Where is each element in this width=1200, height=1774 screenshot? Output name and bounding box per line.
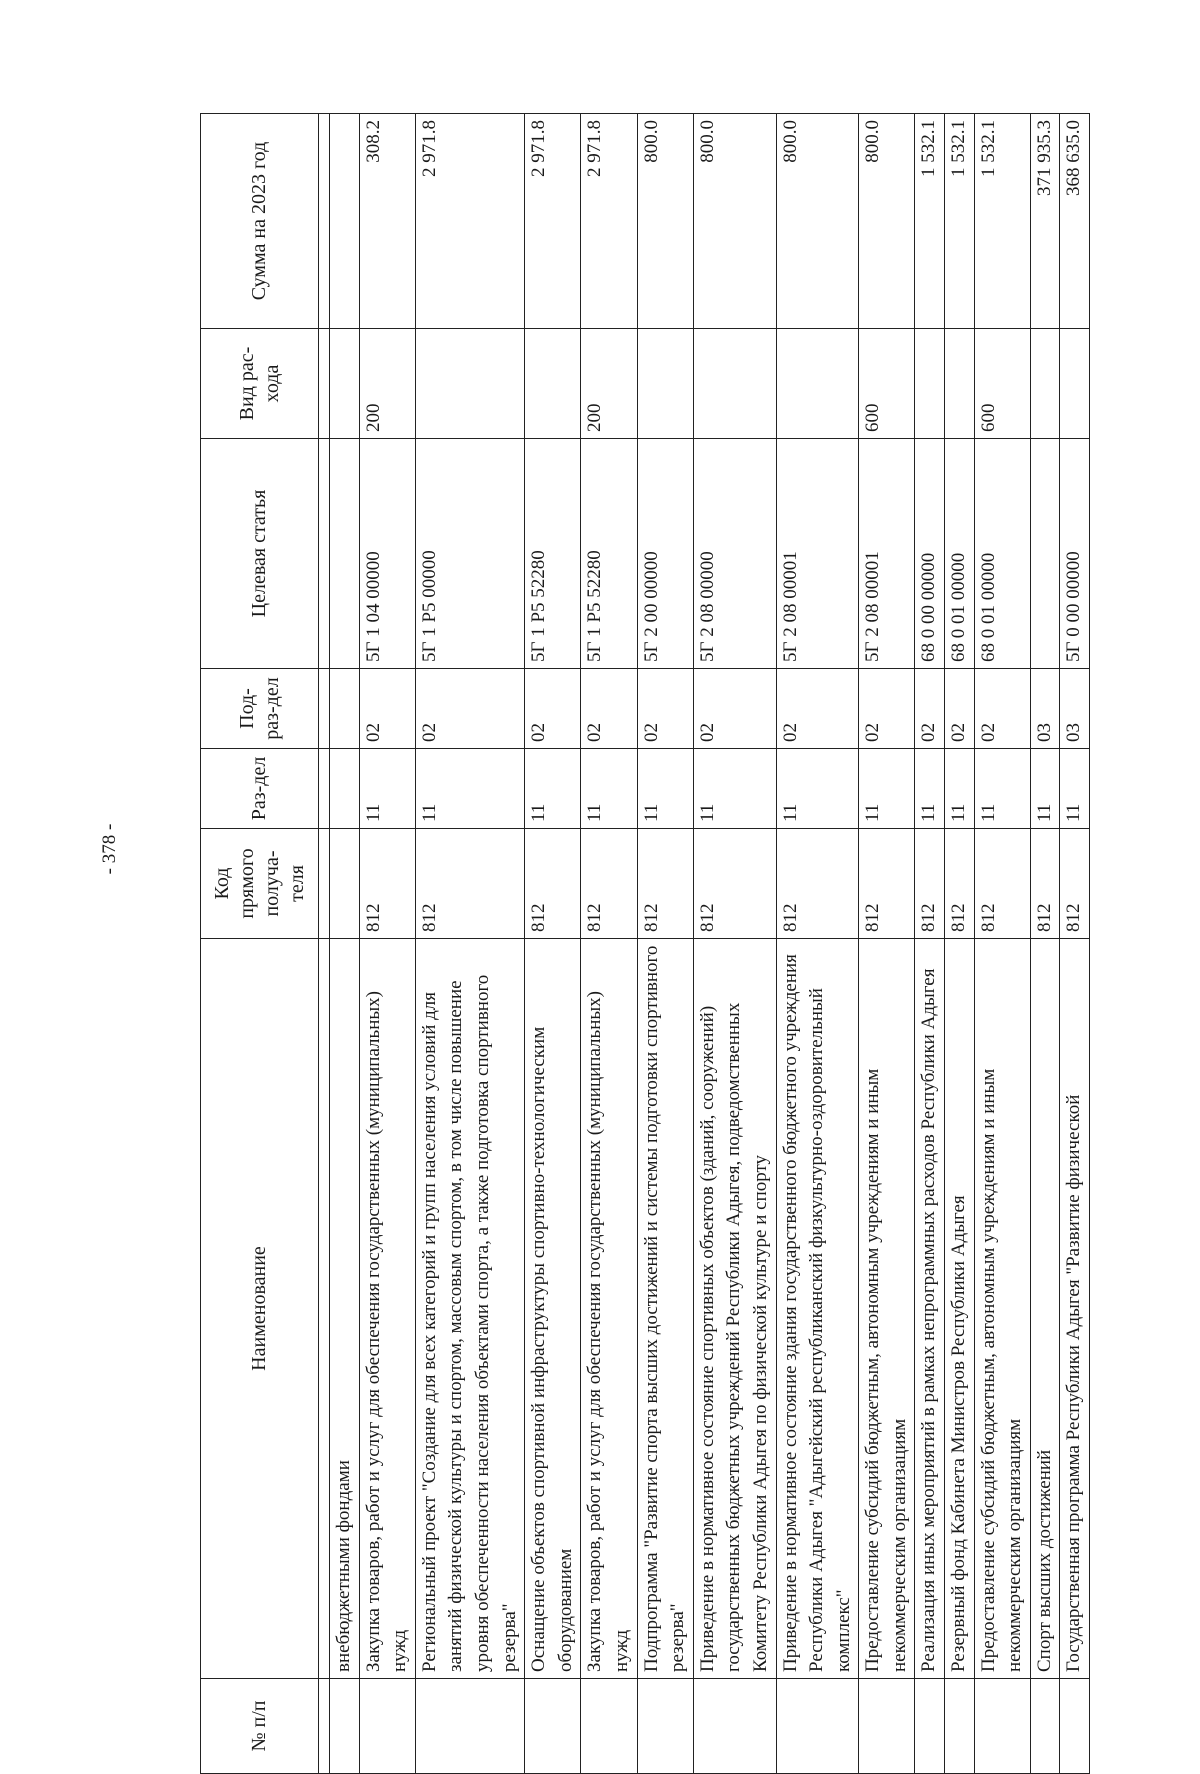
cell-subsection: 02 (974, 669, 1030, 749)
cell-section: 11 (974, 749, 1030, 829)
cell-section: 11 (525, 749, 581, 829)
cell-target: 5Г 2 00 00000 (637, 439, 693, 669)
cell-type (415, 329, 524, 439)
cell-name: Спорт высших достижений (1030, 939, 1060, 1679)
cell-target: 68 0 01 00000 (945, 439, 975, 669)
cell-code: 812 (525, 829, 581, 939)
cell-section: 11 (945, 749, 975, 829)
cell-code: 812 (637, 829, 693, 939)
cell-subsection (330, 669, 360, 749)
cell-code: 812 (415, 829, 524, 939)
cell-name: Реализация иных мероприятий в рамках непрограммных расходов Республики Адыгея (915, 939, 945, 1679)
cell-code: 812 (1030, 829, 1060, 939)
cell-num (693, 1679, 776, 1774)
cell-name: Резервный фонд Кабинета Министров Республики Адыгея (945, 939, 975, 1679)
cell-code: 812 (859, 829, 915, 939)
cell-target: 5Г 2 08 00000 (693, 439, 776, 669)
cell-name: Закупка товаров, работ и услуг для обеспечения государственных (муниципальных) нужд (359, 939, 415, 1679)
cell-code: 812 (776, 829, 859, 939)
table-row (330, 114, 360, 1774)
cell-num (359, 1679, 415, 1774)
table-row (945, 114, 975, 1774)
cell-sum: 800.0 (776, 114, 859, 329)
cell-name: Предоставление субсидий бюджетным, автономным учреждениям и иным некоммерческим организациям (859, 939, 915, 1679)
cell-type (776, 329, 859, 439)
cell-target: 68 0 01 00000 (974, 439, 1030, 669)
cell-type (637, 329, 693, 439)
cell-num (415, 1679, 524, 1774)
cell-section: 11 (1060, 749, 1090, 829)
cell-target: 5Г 2 08 00001 (776, 439, 859, 669)
header-code: Код прямого получа-теля (201, 829, 319, 939)
header-subsection: Под-раз-дел (201, 669, 319, 749)
cell-type (1030, 329, 1060, 439)
cell-sum: 2 971.8 (415, 114, 524, 329)
cell-num (1060, 1679, 1090, 1774)
cell-subsection: 02 (693, 669, 776, 749)
cell-num (859, 1679, 915, 1774)
table-row (525, 114, 581, 1774)
table-row (359, 114, 415, 1774)
cell-sum: 1 532.1 (974, 114, 1030, 329)
cell-name: Оснащение объектов спортивной инфраструктуры спортивно-технологическим оборудованием (525, 939, 581, 1679)
cell-target (1030, 439, 1060, 669)
cell-num (1030, 1679, 1060, 1774)
cell-name: Государственная программа Республики Адыгея "Развитие физической (1060, 939, 1090, 1679)
cell-name: Региональный проект "Создание для всех категорий и групп населения условий для занятий физической культуры и спортом, массовым спортом, в том числе повышение уровня обеспеченности населения объектами спорта, а также подготовка спортивного резерва" (415, 939, 524, 1679)
cell-num (330, 1679, 360, 1774)
cell-type (330, 329, 360, 439)
cell-type (945, 329, 975, 439)
cell-section: 11 (776, 749, 859, 829)
cell-code: 812 (359, 829, 415, 939)
cell-section: 11 (581, 749, 637, 829)
cell-type (915, 329, 945, 439)
cell-sum: 2 971.8 (581, 114, 637, 329)
cell-name: Приведение в нормативное состояние здания государственного бюджетного учреждения Республики Адыгея "Адыгейский республиканский физкультурно-оздоровительный комплекс" (776, 939, 859, 1679)
cell-type: 200 (581, 329, 637, 439)
table-row (859, 114, 915, 1774)
cell-code (330, 829, 360, 939)
cell-type: 200 (359, 329, 415, 439)
cell-sum: 1 532.1 (915, 114, 945, 329)
header-type: Вид рас-хода (201, 329, 319, 439)
cell-sum: 368 635.0 (1060, 114, 1090, 329)
cell-name: Приведение в нормативное состояние спортивных объектов (зданий, сооружений) государственных бюджетных учреждений Республики Адыгея, подведомственных Комитету Республики Адыгея по физической культуре и спорту (693, 939, 776, 1679)
cell-type: 600 (859, 329, 915, 439)
cell-type (525, 329, 581, 439)
header-sum: Сумма на 2023 год (201, 114, 319, 329)
cell-sum: 800.0 (637, 114, 693, 329)
cell-type: 600 (974, 329, 1030, 439)
cell-num (974, 1679, 1030, 1774)
cell-code: 812 (581, 829, 637, 939)
cell-name: Закупка товаров, работ и услуг для обеспечения государственных (муниципальных) нужд (581, 939, 637, 1679)
cell-sum: 371 935.3 (1030, 114, 1060, 329)
cell-section: 11 (359, 749, 415, 829)
cell-subsection: 02 (945, 669, 975, 749)
header-target: Целевая статья (201, 439, 319, 669)
cell-target: 5Г 0 00 00000 (1060, 439, 1090, 669)
cell-target: 5Г 2 08 00001 (859, 439, 915, 669)
cell-target: 68 0 00 00000 (915, 439, 945, 669)
cell-sum: 800.0 (859, 114, 915, 329)
table-row (693, 114, 776, 1774)
cell-target (330, 439, 360, 669)
cell-sum (330, 114, 360, 329)
cell-subsection: 03 (1030, 669, 1060, 749)
header-name: Наименование (201, 939, 319, 1679)
cell-section (330, 749, 360, 829)
cell-subsection: 03 (1060, 669, 1090, 749)
table-row (581, 114, 637, 1774)
table-row (974, 114, 1030, 1774)
table-row (1030, 114, 1060, 1774)
table-row (637, 114, 693, 1774)
cell-target: 5Г 1 P5 52280 (581, 439, 637, 669)
cell-sum: 1 532.1 (945, 114, 975, 329)
cell-subsection: 02 (359, 669, 415, 749)
cell-section: 11 (915, 749, 945, 829)
cell-num (776, 1679, 859, 1774)
cell-code: 812 (915, 829, 945, 939)
table-row (415, 114, 524, 1774)
cell-subsection: 02 (637, 669, 693, 749)
cell-subsection: 02 (915, 669, 945, 749)
budget-table (200, 113, 1090, 1774)
cell-subsection: 02 (415, 669, 524, 749)
cell-name: Предоставление субсидий бюджетным, автономным учреждениям и иным некоммерческим организациям (974, 939, 1030, 1679)
table-index-row (319, 114, 330, 1774)
cell-sum: 800.0 (693, 114, 776, 329)
cell-num (945, 1679, 975, 1774)
cell-num (915, 1679, 945, 1774)
header-num: № п/п (201, 1679, 319, 1774)
table-row (1060, 114, 1090, 1774)
cell-num (637, 1679, 693, 1774)
cell-section: 11 (693, 749, 776, 829)
budget-table-container (200, 114, 1110, 1774)
cell-code: 812 (974, 829, 1030, 939)
cell-section: 11 (415, 749, 524, 829)
cell-section: 11 (859, 749, 915, 829)
cell-subsection: 02 (776, 669, 859, 749)
cell-name: Подпрограмма "Развитие спорта высших достижений и системы подготовки спортивного резерва" (637, 939, 693, 1679)
cell-target: 5Г 1 P5 00000 (415, 439, 524, 669)
cell-type (693, 329, 776, 439)
cell-num (581, 1679, 637, 1774)
table-body (330, 114, 1090, 1774)
table-row (915, 114, 945, 1774)
table-row (776, 114, 859, 1774)
cell-target: 5Г 1 04 00000 (359, 439, 415, 669)
table-header-row (201, 114, 319, 1774)
cell-name: внебюджетными фондами (330, 939, 360, 1679)
cell-subsection: 02 (859, 669, 915, 749)
cell-section: 11 (1030, 749, 1060, 829)
cell-code: 812 (693, 829, 776, 939)
cell-sum: 2 971.8 (525, 114, 581, 329)
cell-target: 5Г 1 P5 52280 (525, 439, 581, 669)
page-number: - 378 - (99, 823, 120, 875)
cell-subsection: 02 (525, 669, 581, 749)
cell-code: 812 (945, 829, 975, 939)
cell-subsection: 02 (581, 669, 637, 749)
header-section: Раз-дел (201, 749, 319, 829)
cell-num (525, 1679, 581, 1774)
cell-type (1060, 329, 1090, 439)
cell-sum: 308.2 (359, 114, 415, 329)
cell-section: 11 (637, 749, 693, 829)
cell-code: 812 (1060, 829, 1090, 939)
